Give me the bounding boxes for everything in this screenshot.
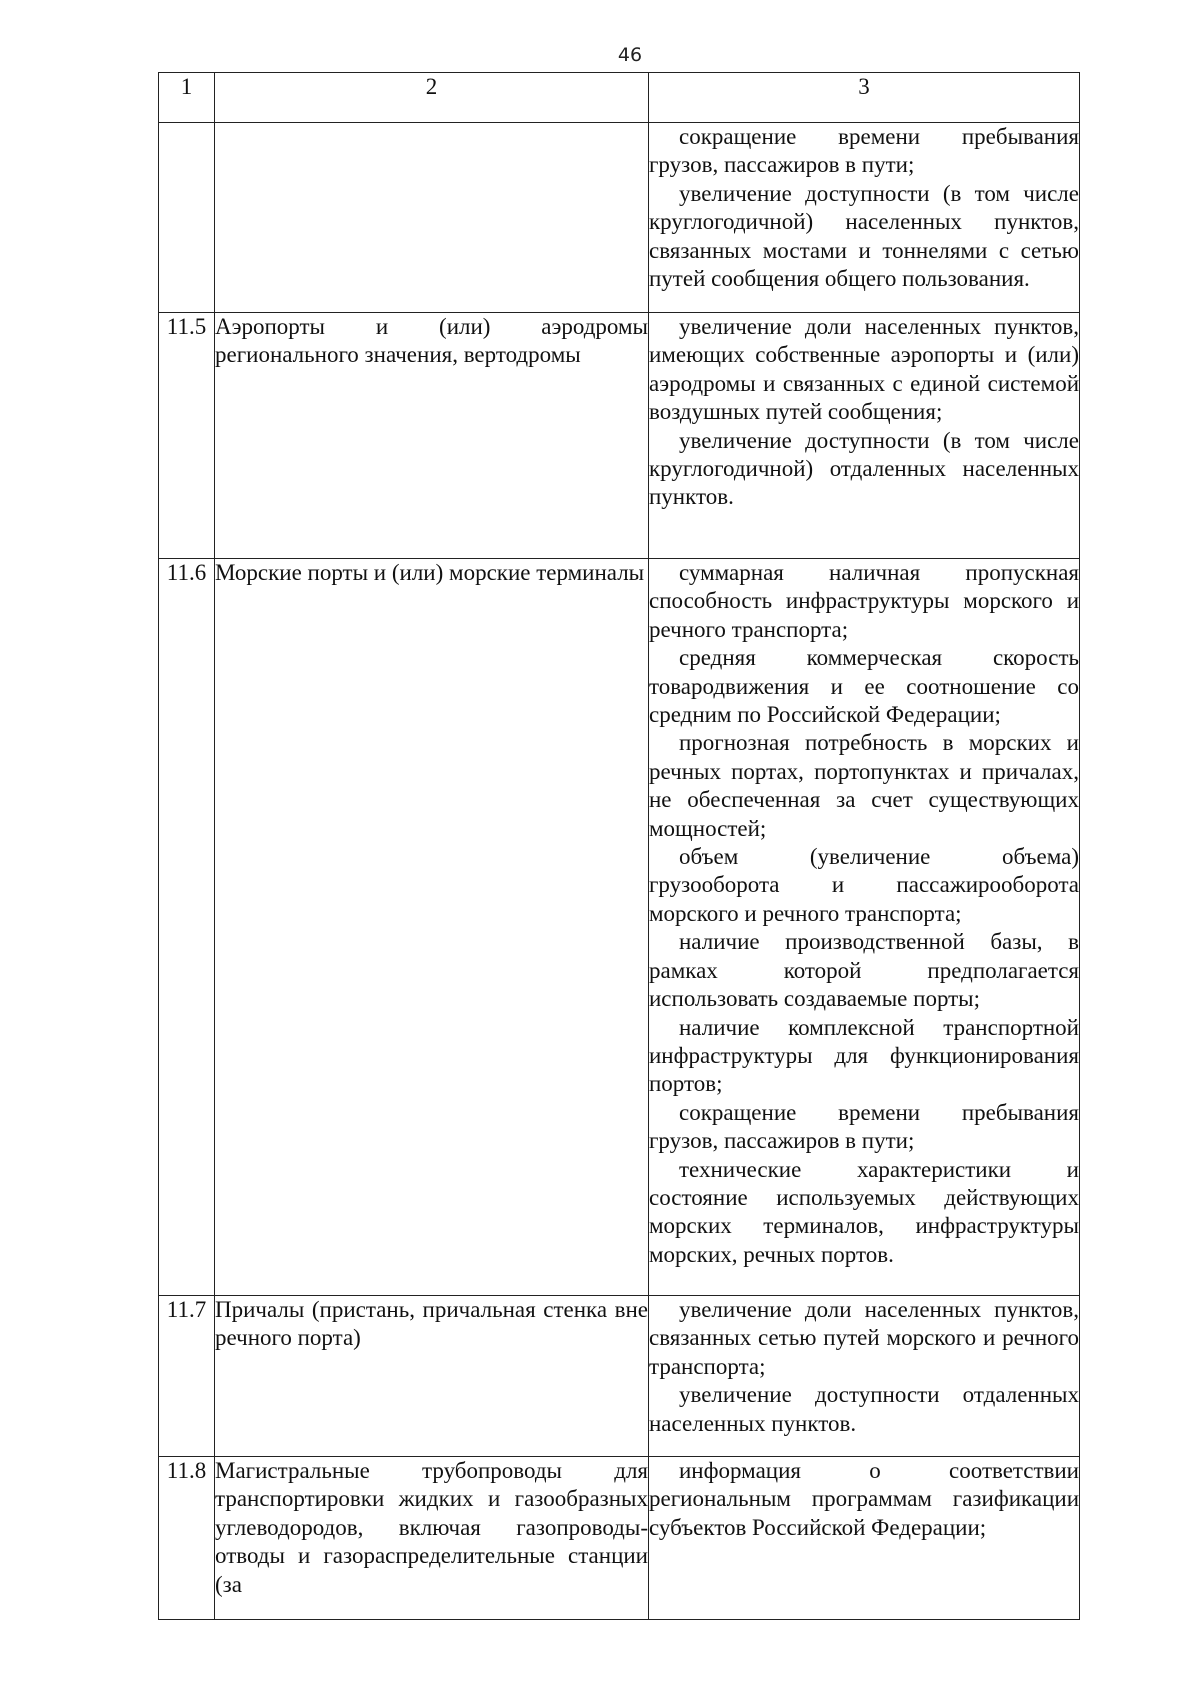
indicator-item: сокращение времени пребывания грузов, пассажиров в пути; xyxy=(649,124,1079,178)
table-header-row xyxy=(159,73,1080,123)
indicator-item: наличие комплексной транспортной инфраструктуры для функционирования портов; xyxy=(649,1014,1079,1097)
indicator-list xyxy=(649,1457,1080,1620)
indicator-list xyxy=(649,1296,1080,1457)
table-row xyxy=(159,1296,1080,1457)
indicator-item: объем (увеличение объема) грузооборота и пассажирооборота морского и речного транспорта; xyxy=(649,844,1079,926)
indicator-item: увеличение доступности отдаленных населенных пунктов. xyxy=(649,1382,1079,1436)
indicator-list xyxy=(649,123,1080,313)
table-row xyxy=(159,1457,1080,1620)
object-name: Магистральные трубопроводы для транспортировки жидких и газообразных углеводородов, включая газопроводы-отводы и газораспределительные станции (за xyxy=(215,1457,649,1620)
indicator-item: наличие производственной базы, в рамках которой предполагается использовать создаваемые порты; xyxy=(649,929,1079,1012)
indicator-item: сокращение времени пребывания грузов, пассажиров в пути; xyxy=(649,1099,1079,1154)
indicator-item: информация о соответствии региональным программам газификации субъектов Российской Федерации; xyxy=(649,1458,1079,1540)
page-number: 46 xyxy=(617,44,643,66)
row-number: 11.6 xyxy=(159,559,215,1296)
indicator-item: увеличение доступности (в том числе круглогодичной) отдаленных населенных пунктов. xyxy=(649,427,1079,510)
indicator-item: технические характеристики и состояние используемых действующих морских терминалов, инфраструктуры морских, речных портов. xyxy=(649,1156,1079,1267)
object-name: Аэропорты и (или) аэродромы регионального значения, вертодромы xyxy=(215,313,649,559)
indicator-item: прогнозная потребность в морских и речных портах, портопунктах и причалах, не обеспеченная за счет существующих мощностей; xyxy=(649,730,1079,841)
indicator-list xyxy=(649,313,1080,559)
row-number: 11.8 xyxy=(159,1457,215,1620)
indicator-item: увеличение доступности (в том числе круглогодичной) населенных пунктов, связанных мостами и тоннелями с сетью путей сообщения общего пользования. xyxy=(649,180,1079,292)
table-row xyxy=(159,313,1080,559)
indicators-table xyxy=(158,72,1080,1620)
row-number: 11.7 xyxy=(159,1296,215,1457)
indicator-item: суммарная наличная пропускная способность инфраструктуры морского и речного транспорта; xyxy=(649,560,1079,642)
row-number xyxy=(159,123,215,313)
table-row xyxy=(159,123,1080,313)
object-name xyxy=(215,123,649,313)
object-name: Морские порты и (или) морские терминалы xyxy=(215,559,649,1296)
indicator-item: увеличение доли населенных пунктов, имеющих собственные аэропорты и (или) аэродромы и связанных с единой системой воздушных путей сообщения; xyxy=(649,314,1079,425)
indicator-list xyxy=(649,559,1080,1296)
indicator-item: увеличение доли населенных пунктов, связанных сетью путей морского и речного транспорта; xyxy=(649,1297,1079,1379)
column-header-3: 3 xyxy=(649,73,1080,123)
column-header-2: 2 xyxy=(215,73,649,123)
object-name: Причалы (пристань, причальная стенка вне речного порта) xyxy=(215,1296,649,1457)
indicator-item: средняя коммерческая скорость товародвижения и ее соотношение со средним по Российской Федерации; xyxy=(649,645,1079,728)
table-row xyxy=(159,559,1080,1296)
row-number: 11.5 xyxy=(159,313,215,559)
column-header-1: 1 xyxy=(159,73,215,123)
